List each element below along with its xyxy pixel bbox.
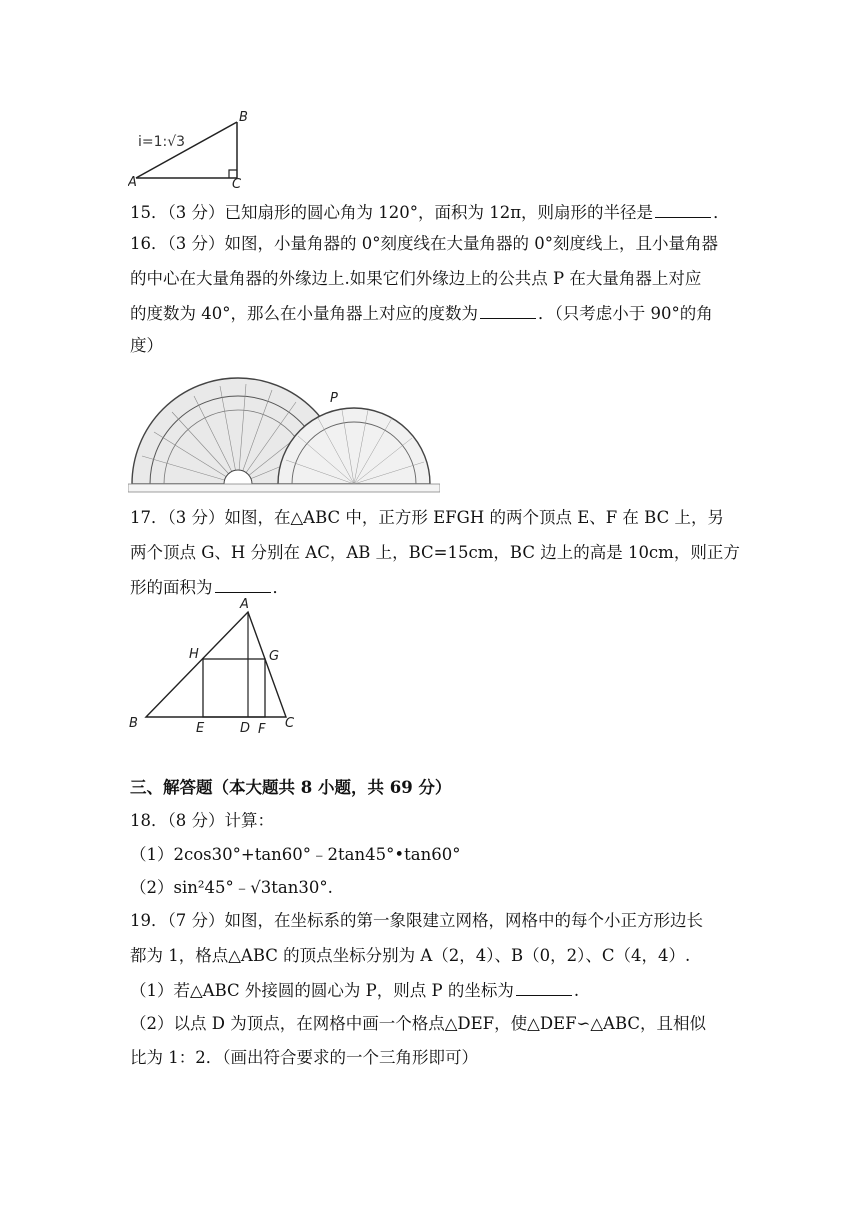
vertex-label-b: B bbox=[129, 716, 138, 731]
question-17-line-2: 两个顶点 G、H 分别在 AC，AB 上，BC=15cm，BC 边上的高是 10cm，则正方 bbox=[130, 543, 740, 562]
question-18-part-1: （1）2cos30°+tan60°﹣2tan45°•tan60° bbox=[130, 845, 461, 864]
vertex-label-a: A bbox=[240, 597, 249, 612]
vertex-label-c: C bbox=[232, 177, 242, 190]
vertex-label-c: C bbox=[285, 716, 295, 731]
vertex-label-h: H bbox=[189, 647, 199, 662]
question-19-line-1: 19．（7 分）如图，在坐标系的第一象限建立网格，网格中的每个小正方形边长 bbox=[130, 911, 703, 930]
vertex-label-b: B bbox=[239, 110, 248, 125]
vertex-label-g: G bbox=[269, 649, 280, 664]
point-label-p: P bbox=[330, 391, 338, 406]
sqrt-icon: √ bbox=[250, 878, 261, 897]
vertex-label-f: F bbox=[258, 722, 266, 737]
answer-blank bbox=[516, 979, 572, 996]
vertex-label-e: E bbox=[196, 721, 205, 736]
answer-blank bbox=[480, 302, 536, 319]
section-heading: 三、解答题（本大题共 8 小题，共 69 分） bbox=[130, 778, 452, 797]
answer-blank bbox=[655, 201, 711, 218]
question-19-part-1: （1）若△ABC 外接圆的圆心为 P，则点 P 的坐标为 . bbox=[130, 981, 580, 1000]
slope-label: i=1:√3 bbox=[138, 134, 186, 150]
slope-triangle-figure bbox=[128, 108, 258, 190]
question-19-part-2-line-1: （2）以点 D 为顶点，在网格中画一个格点△DEF，使△DEF∽△ABC，且相似 bbox=[130, 1014, 707, 1033]
triangle-square-figure bbox=[126, 596, 306, 740]
question-16-line-2: 的中心在大量角器的外缘边上.如果它们外缘边上的公共点 P 在大量角器上对应 bbox=[130, 269, 702, 288]
question-16-line-3: 的度数为 40°，那么在小量角器上对应的度数为 ．（只考虑小于 90°的角 bbox=[130, 304, 713, 323]
question-16-line-4: 度） bbox=[130, 336, 163, 355]
question-18-part-2: （2）sin²45°﹣√3tan30°. bbox=[130, 878, 333, 897]
answer-blank bbox=[215, 576, 271, 593]
question-15: 15．（3 分）已知扇形的圆心角为 120°，面积为 12π，则扇形的半径是 ． bbox=[130, 203, 730, 222]
protractors-figure bbox=[128, 372, 440, 496]
question-19-line-2: 都为 1，格点△ABC 的顶点坐标分别为 A（2，4）、B（0，2）、C（4，4）. bbox=[130, 946, 691, 965]
question-18-title: 18．（8 分）计算： bbox=[130, 811, 274, 830]
question-16-line-1: 16．（3 分）如图，小量角器的 0°刻度线在大量角器的 0°刻度线上，且小量角器 bbox=[130, 234, 718, 253]
question-19-part-2-line-2: 比为 1：2．（画出符合要求的一个三角形即可） bbox=[130, 1048, 478, 1067]
question-17-line-3: 形的面积为 ． bbox=[130, 578, 289, 597]
vertex-label-d: D bbox=[240, 721, 251, 736]
question-17-line-1: 17．（3 分）如图，在△ABC 中，正方形 EFGH 的两个顶点 E、F 在 BC 上，另 bbox=[130, 508, 724, 527]
vertex-label-a: A bbox=[128, 175, 137, 190]
